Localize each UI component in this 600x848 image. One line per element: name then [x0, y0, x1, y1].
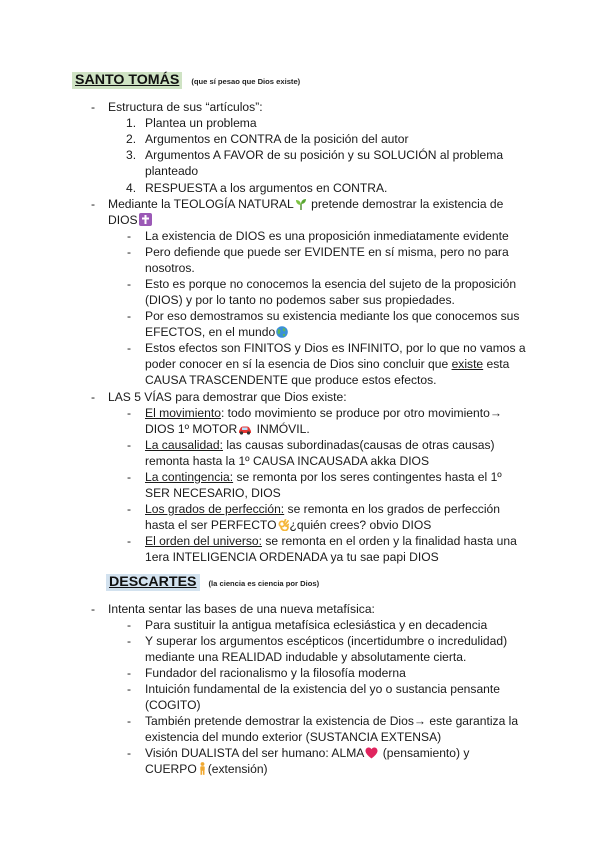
- sub-bullet-cont: CAUSA TRASCENDENTE que produce estos efectos.: [145, 373, 437, 387]
- sub-bullet: También pretende demostrar la existencia de Dios→ este garantiza la: [145, 714, 519, 728]
- sub-bullet: Fundador del racionalismo y la filosofía moderna: [145, 666, 406, 680]
- text-part: Mediante la TEOLOGÍA NATURAL: [108, 197, 294, 211]
- bullet-metafisica: Intenta sentar las bases de una nueva metafísica:: [108, 602, 375, 616]
- via-contingencia: [145, 469, 502, 485]
- text-part: hasta el ser PERFECTO: [145, 518, 277, 532]
- text-part: INMÓVIL.: [253, 422, 310, 436]
- via-orden: [145, 533, 517, 549]
- dash-marker: -: [127, 406, 132, 420]
- sub-bullet-cont: mediante una REALIDAD indudable y absolutamente cierta.: [145, 650, 467, 664]
- sub-bullet: Estos efectos son FINITOS y Dios es INFINITO, por lo que no vamos a: [145, 341, 526, 355]
- section-title: SANTO TOMÁS: [72, 72, 182, 89]
- via-cont: remonta hasta la 1º CAUSA INCAUSADA akka DIOS: [145, 454, 430, 468]
- bullet-teologia: [108, 196, 503, 212]
- text-part: esta: [483, 357, 510, 371]
- text-part: (extensión): [207, 762, 268, 776]
- via-cont: SER NECESARIO, DIOS: [145, 486, 281, 500]
- text-part: EFECTOS, en el mundo: [145, 325, 276, 339]
- sub-bullet-cont: existencia del mundo exterior (SUSTANCIA EXTENSA): [145, 730, 442, 744]
- text-part: pretende demostrar la existencia de: [307, 197, 504, 211]
- text-part: CUERPO: [145, 762, 197, 776]
- dash-marker: -: [91, 100, 96, 114]
- sub-bullet: Y superar los argumentos escépticos (incertidumbre o incredulidad): [145, 634, 508, 648]
- list-item: RESPUESTA a los argumentos en CONTRA.: [145, 181, 388, 195]
- text-part: (pensamiento) y: [379, 746, 470, 760]
- list-number: 1.: [126, 116, 137, 130]
- via-cont: [145, 421, 310, 437]
- dash-marker: -: [91, 602, 96, 616]
- text-part: DIOS: [108, 213, 138, 227]
- sub-bullet-cont: [145, 324, 289, 340]
- sub-bullet: Para sustituir la antigua metafísica eclesiástica y en decadencia: [145, 618, 488, 632]
- heading-santo-tomas: [72, 72, 300, 89]
- dash-marker: -: [127, 438, 132, 452]
- list-item: Argumentos A FAVOR de su posición y su SOLUCIÓN al problema: [145, 148, 504, 162]
- via-movimiento: [145, 405, 502, 421]
- sub-bullet-cont: nosotros.: [145, 261, 195, 275]
- heading-descartes: [106, 574, 319, 591]
- dash-marker: -: [127, 502, 132, 516]
- bullet-teologia-cont: [108, 212, 153, 228]
- text-part: ¿quién crees? obvio DIOS: [289, 518, 432, 532]
- dash-marker: -: [127, 277, 132, 291]
- via-cont: [145, 517, 431, 533]
- sub-bullet: Esto es porque no conocemos la esencia del sujeto de la proposición: [145, 277, 517, 291]
- text-part: : todo movimiento se produce por otro movimiento→: [220, 406, 502, 420]
- text-part: poder conocer en sí la esencia de Dios sino concluir que: [145, 357, 452, 371]
- dash-marker: -: [127, 714, 132, 728]
- sub-bullet-cont: [145, 761, 268, 777]
- dash-marker: -: [127, 470, 132, 484]
- dash-marker: -: [127, 746, 132, 760]
- dash-marker: -: [91, 390, 96, 404]
- dash-marker: -: [127, 309, 132, 323]
- sub-bullet-cont: [145, 356, 509, 372]
- sub-bullet: [145, 745, 469, 761]
- via-title: La causalidad:: [145, 438, 223, 452]
- dash-marker: -: [127, 534, 132, 548]
- via-title: El orden del universo:: [145, 534, 262, 548]
- via-title: Los grados de perfección:: [145, 502, 285, 516]
- sub-bullet-cont: (COGITO): [145, 698, 201, 712]
- text-part: se remonta en el orden y la finalidad hasta una: [261, 534, 517, 548]
- via-cont: 1era INTELIGENCIA ORDENADA ya tu sae papi DIOS: [145, 550, 439, 564]
- sub-bullet: Pero defiende que puede ser EVIDENTE en sí misma, pero no para: [145, 245, 509, 259]
- list-number: 2.: [126, 132, 137, 146]
- dash-marker: -: [91, 197, 96, 211]
- person-icon: [198, 762, 207, 779]
- sub-bullet-cont: (DIOS) y por lo tanto no podemos saber sus propiedades.: [145, 293, 455, 307]
- dash-marker: -: [127, 634, 132, 648]
- dash-marker: -: [127, 682, 132, 696]
- dash-marker: -: [127, 618, 132, 632]
- sub-bullet: Por eso demostramos su existencia mediante los que conocemos sus: [145, 309, 520, 323]
- bullet-5-vias: LAS 5 VÍAS para demostrar que Dios existe:: [108, 390, 347, 404]
- via-grados: [145, 501, 500, 517]
- dash-marker: -: [127, 341, 132, 355]
- list-item: Argumentos en CONTRA de la posición del autor: [145, 132, 409, 146]
- section-subtitle: (la ciencia es ciencia por Dios): [208, 579, 320, 588]
- text-part: se remonta por los seres contingentes hasta el 1º: [233, 470, 502, 484]
- via-causalidad: [145, 437, 495, 453]
- text-part: las causas subordinadas(causas de otras causas): [223, 438, 495, 452]
- text-part: DIOS 1º MOTOR: [145, 422, 238, 436]
- via-title: El movimiento: [145, 406, 221, 420]
- list-number: 4.: [126, 181, 137, 195]
- section-subtitle: (que sí pesao que Dios existe): [191, 77, 301, 86]
- dash-marker: -: [127, 666, 132, 680]
- sub-bullet: Intuición fundamental de la existencia del yo o sustancia pensante: [145, 682, 500, 696]
- sub-bullet: La existencia de DIOS es una proposición inmediatamente evidente: [145, 229, 509, 243]
- heart-icon: [365, 747, 378, 763]
- text-part: Visión DUALISTA del ser humano: ALMA: [145, 746, 365, 760]
- bullet-estructura: Estructura de sus “artículos”:: [108, 100, 263, 114]
- underlined-word: existe: [451, 357, 484, 371]
- list-item: Plantea un problema: [145, 116, 257, 130]
- section-title: DESCARTES: [106, 574, 200, 591]
- seedling-icon: [295, 198, 307, 214]
- dash-marker: -: [127, 229, 132, 243]
- list-item-cont: planteado: [145, 164, 199, 178]
- list-number: 3.: [126, 148, 137, 162]
- dash-marker: -: [127, 245, 132, 259]
- via-title: La contingencia:: [145, 470, 234, 484]
- text-part: se remonta en los grados de perfección: [284, 502, 500, 516]
